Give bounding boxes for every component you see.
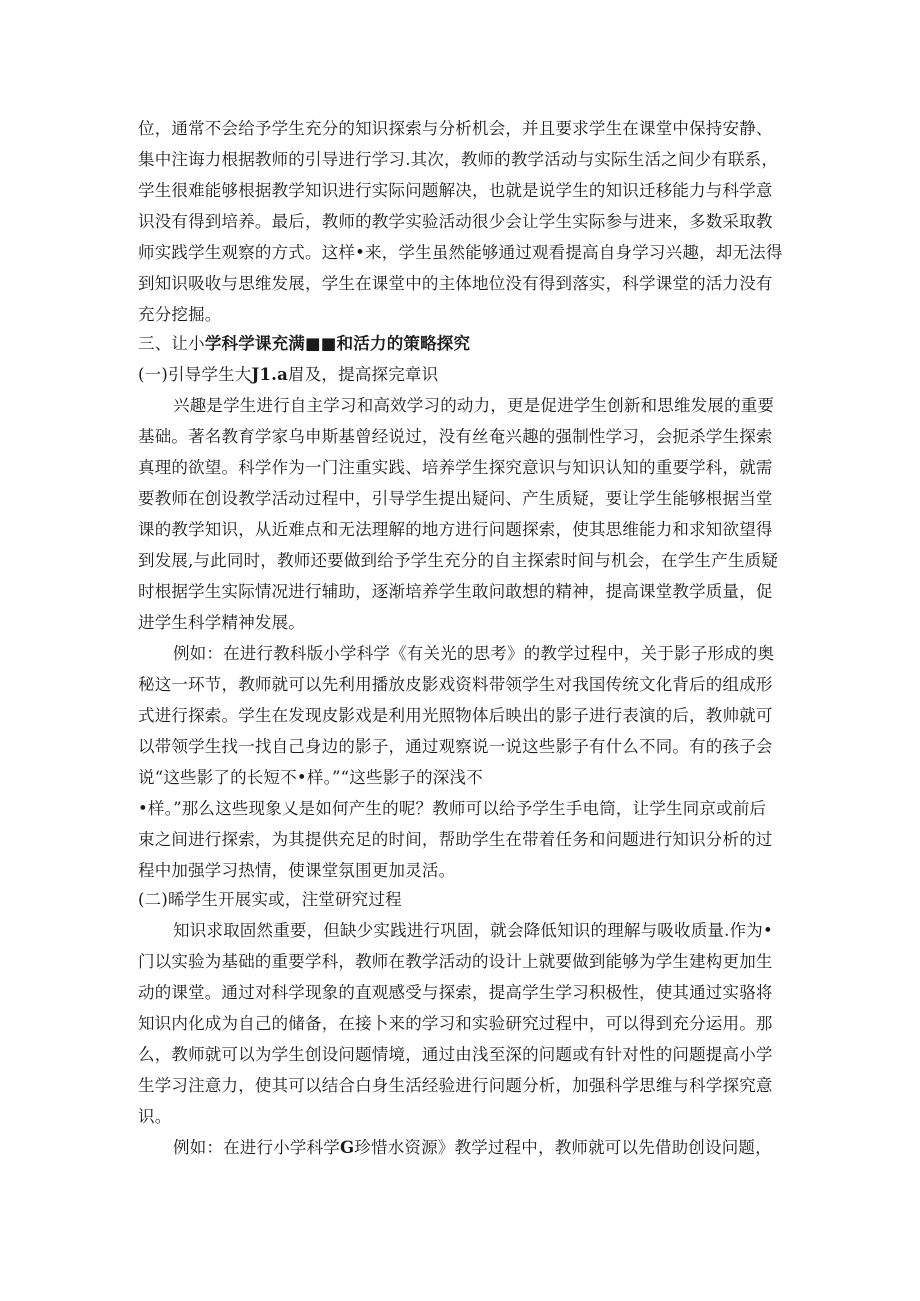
text-line-last [173,1133,772,1163]
text-line: 位，通常不会给予学生充分的知识探索与分析机会，并且要求学生在课堂中保持安静、 [138,119,773,138]
subheading-1-part-c: 眉及，提高探完章识 [288,365,439,384]
text-line: 门以实验为基础的重要学科，教师在教学活动的设计上就要做到能够为学生建构更加生 [138,952,773,971]
section-heading-3 [138,329,470,359]
text-line: 动的课堂。通过对科学现象的直观感受与探索，提高学生学习积极性，使其通过实骆将 [138,983,773,1002]
text-line: 么，教师就可以为学生创设问题情境，通过由浅至深的问题或有针对性的问题提高小学 [138,1045,773,1064]
text-line: 兴趣是学生进行自主学习和高效学习的动力，更是促进学生创新和思维发展的重要 [173,396,775,415]
text-line: 式进行探索。学生在发现皮影戏是利用光照物体后映出的影子进行表演的后，教帅就可 [138,706,773,725]
text-line: 基础。著名教育学家乌申斯基曾经说过，没有丝奄兴趣的强制性学习，会扼杀学生探索 [138,427,773,446]
text-line: 时根据学生实际情况进行辅助，逐渐培养学生敢问敢想的精神，提高课堂教学质量，促 [138,582,773,601]
section-heading-bold: 学科学课充满■■和活力的策略探究 [204,334,471,353]
text-line: 学生很难能够根据教学知识进行实际问题解决，也就是说学生的知识迁移能力与科学意 [138,181,773,200]
text-line: 课的教学知识，从近难点和无法理解的地方进行问题探索，使其思维能力和求知欲望得 [138,520,773,539]
text-line: 充分挖掘。 [138,305,222,324]
text-line: 例如：在进行教科版小学科学《有关光的思考》的教学过程中，关于影子形成的奥 [173,644,775,663]
text-line: 生学习注意力，使其可以结合白身生活经验进行问题分析，加强科学思维与科学探究意 [138,1076,773,1095]
text-line: 秘这一环节，教师就可以先利用播放皮影戏资料带领学生对我国传统文化背后的组成形 [138,675,773,694]
text-fragment: 珍惜水资源》教学过程中，教师就可以先借助创设问题， [354,1138,772,1157]
subheading-1 [138,360,438,390]
text-line: 到发展,与此同时，教师还要做到给予学生充分的自主探索时间与机会，在学生产生质疑 [138,551,779,570]
text-line: 知识求取固然重要，但缺少实践进行巩固，就会降低知识的理解与吸收质量.作为• [173,921,773,940]
text-line: 束之间进行探索，为其提供充足的时间，帮助学生在带着任务和问题进行知识分析的过 [138,830,773,849]
text-line: 进学生科学精神发展。 [138,613,305,632]
text-line: 程中加强学习热情，使课堂氛围更加灵活。 [138,861,456,880]
text-fragment-bold: G [340,1138,355,1157]
text-line: 知识内化成为自己的储备，在接卜来的学习和实验研究过程中，可以得到充分运用。那 [138,1014,773,1033]
text-line: •样。”那么这些现象乂是如何产生的呢？教师可以给予学生手电筒，让学生同京或前后 [138,799,767,818]
text-line: 识。 [138,1107,172,1126]
subheading-2: (二)晞学生开展实或，注堂研究过程 [138,890,402,909]
text-line: 师实践学生观察的方式。这样•来，学生虽然能够通过观看提高自身学习兴趣，却无法得 [138,243,783,262]
text-line: 到知识吸收与思维发展，学生在课堂中的主体地位没有得到落实，科学课堂的活力没有 [138,274,773,293]
subheading-1-part-b: J1.a [251,365,289,384]
text-line: 要教师在创设教学活动过程中，引导学生提出疑问、产生质疑，要让学生能够根据当堂 [138,489,773,508]
text-line: 说“这些影了的长短不•样。”“这些影子的深浅不 [138,768,483,787]
text-line: 真理的欲望。科学作为一门注重实践、培养学生探究意识与知识认知的重要学科，就需 [138,458,773,477]
subheading-1-part-a: (一)引导学生大 [138,365,252,384]
text-fragment: 例如：在进行小学科学 [173,1138,340,1157]
text-line: 集中注诲力根据教师的引导进行学习.其次，教师的教学活动与实际生活之间少有联系， [138,150,779,169]
text-line: 识没有得到培养。最后，教师的教学实验活动很少会让学生实际参与进来，多数采取教 [138,212,773,231]
section-heading-prefix: 三、让小 [138,334,205,353]
text-line: 以带领学生找一找自己身边的影子，通过观察说一说这些影子有什么不同。有的孩子会 [138,737,773,756]
